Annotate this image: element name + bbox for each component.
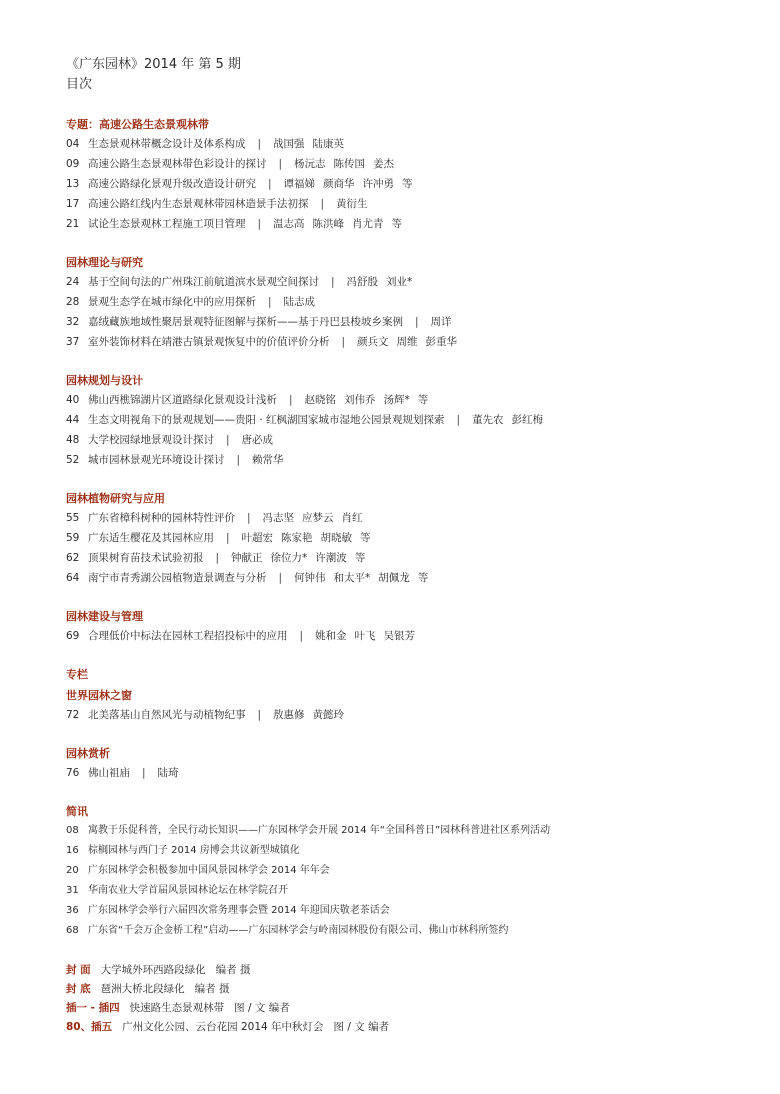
page-number: 55: [66, 512, 80, 524]
author-name: 黄懿玲: [312, 709, 345, 721]
page-number: 08: [66, 825, 79, 836]
table-of-contents: [66, 56, 756, 1037]
article-title: 城市园林景观光环境设计探讨: [88, 454, 225, 466]
toc-entry[interactable]: [66, 154, 756, 174]
toc-entry[interactable]: [66, 174, 756, 194]
toc-section: [66, 608, 756, 646]
author-name: 等: [402, 178, 413, 190]
author-name: 汤辉*: [383, 394, 410, 406]
author-name: 刘伟乔: [344, 394, 376, 406]
brief-text: 棕榈园林与西门子 2014 房博会共议新型城镇化: [88, 845, 300, 856]
separator: |: [278, 572, 283, 584]
author-name: 温志高: [273, 218, 305, 230]
author-name: 肖红: [341, 512, 363, 524]
author-name: 陈洪峰: [312, 218, 345, 230]
page-number: 32: [66, 316, 80, 328]
page-number: 13: [66, 178, 80, 190]
author-name: 唐必成: [241, 434, 274, 446]
toc-section: [66, 745, 756, 783]
page-number: 68: [66, 925, 79, 936]
toc-entry[interactable]: [66, 763, 756, 783]
separator: |: [247, 512, 251, 524]
article-title: 广东适生樱花及其园林应用: [88, 532, 214, 544]
separator: |: [257, 138, 262, 150]
briefs-section: [66, 803, 756, 941]
page-number: 24: [66, 276, 80, 288]
article-title: 高速公路红线内生态景观林带园林造景手法初探: [88, 198, 309, 210]
section-title: 园林建设与管理: [66, 610, 143, 623]
author-name: 陈家艳: [281, 532, 313, 544]
page-number: 21: [66, 218, 80, 230]
separator: |: [226, 434, 230, 446]
brief-text: 广东园林学会积极参加中国风景园林学会 2014 年年会: [88, 865, 330, 876]
article-title: 佛山祖庙: [88, 767, 130, 779]
separator: |: [456, 414, 461, 426]
page-number: 72: [66, 709, 80, 721]
author-name: 周详: [430, 316, 452, 328]
page-number: 40: [66, 394, 80, 406]
separator: |: [142, 767, 146, 779]
toc-entry[interactable]: [66, 312, 756, 332]
cover-text: 快速路生态景观林带: [129, 1002, 225, 1014]
toc-section: [66, 372, 756, 470]
toc-section: [66, 490, 756, 588]
author-name: 陆康英: [312, 138, 345, 150]
toc-entry[interactable]: [66, 134, 756, 154]
page-number: 59: [66, 532, 80, 544]
author-name: 胡佩龙: [378, 572, 410, 584]
brief-entry[interactable]: [66, 821, 756, 841]
cover-credit-line: [66, 999, 756, 1018]
separator: |: [236, 454, 241, 466]
author-name: 敖惠修: [273, 709, 305, 721]
brief-entry[interactable]: [66, 841, 756, 861]
page-number: 31: [66, 885, 79, 896]
author-name: 陆志成: [283, 296, 316, 308]
toc-entry[interactable]: [66, 548, 756, 568]
page-number: 52: [66, 454, 80, 466]
article-title: 北美落基山自然风光与动植物纪事: [88, 709, 246, 721]
brief-text: 寓教于乐促科普，全民行动长知识——广东园林学会开展 2014 年“全国科普日”园林科普进社区系列活动: [88, 825, 551, 836]
page-number: 17: [66, 198, 80, 210]
article-title: 合理低价中标法在园林工程招投标中的应用: [88, 630, 288, 642]
toc-entry[interactable]: [66, 626, 756, 646]
toc-entry[interactable]: [66, 430, 756, 450]
toc-entry[interactable]: [66, 528, 756, 548]
article-title: 广东省樟科树种的园林特性评价: [88, 512, 235, 524]
author-name: 和太平*: [333, 572, 371, 584]
toc-entry[interactable]: [66, 508, 756, 528]
author-name: 颜兵文: [357, 336, 389, 348]
cover-label: 封 底: [66, 983, 91, 995]
cover-text: 广州文化公园、云台花园 2014 年中秋灯会: [122, 1021, 324, 1033]
author-name: 叶飞: [354, 630, 376, 642]
author-name: 冯志坚: [262, 512, 295, 524]
author-name: 等: [354, 552, 366, 564]
author-name: 徐位力*: [270, 552, 308, 564]
author-name: 吴银芳: [383, 630, 416, 642]
cover-label: 插一 - 插四: [66, 1002, 120, 1014]
article-title: 生态文明视角下的景观规划——贵阳 · 红枫湖国家城市湿地公园景观规划探索: [88, 414, 445, 426]
article-title: 南宁市青秀湖公园植物造景调查与分析: [88, 572, 267, 584]
author-name: 赵晓铭: [304, 394, 337, 406]
toc-entry[interactable]: [66, 214, 756, 234]
column-sections: [66, 687, 756, 783]
cover-label: 80、插五: [66, 1021, 113, 1033]
toc-entry[interactable]: [66, 568, 756, 588]
section-title: 园林规划与设计: [66, 374, 143, 387]
separator: |: [341, 336, 346, 348]
author-name: 姜杰: [373, 158, 395, 170]
author-name: 肖尤青: [352, 218, 384, 230]
page-number: 28: [66, 296, 80, 308]
page-number: 69: [66, 630, 80, 642]
author-name: 彭红梅: [511, 414, 544, 426]
toc-section: [66, 687, 756, 725]
page-number: 09: [66, 158, 80, 170]
page-number: 62: [66, 552, 80, 564]
author-name: 战国强: [273, 138, 305, 150]
contents-heading: 目次: [66, 77, 93, 92]
brief-text: 华南农业大学首届风景园林论坛在林学院召开: [88, 885, 288, 896]
brief-text: 广东省“千会万企金桥工程”启动——广东园林学会与岭南园林股份有限公司、佛山市林科所签约: [88, 925, 509, 936]
author-name: 许冲勇: [362, 178, 395, 190]
cover-label: 封 面: [66, 964, 91, 976]
separator: |: [268, 296, 272, 308]
section-title: 园林赏析: [66, 747, 110, 760]
article-title: 试论生态景观林工程施工项目管理: [88, 218, 246, 230]
page-number: 36: [66, 905, 79, 916]
page-number: 76: [66, 767, 80, 779]
author-name: 谭福娣: [283, 178, 316, 190]
brief-entry[interactable]: [66, 861, 756, 881]
author-name: 许潮波: [315, 552, 347, 564]
cover-credit: 图 / 文 编者: [333, 1021, 390, 1033]
author-name: 姚和金: [315, 630, 347, 642]
toc-entry[interactable]: [66, 410, 756, 430]
article-title: 室外装饰材料在靖港古镇景观恢复中的价值评价分析: [88, 336, 330, 348]
article-title: 顶果树育苗技术试验初报: [88, 552, 204, 564]
toc-entry[interactable]: [66, 390, 756, 410]
column-block: [66, 666, 756, 783]
author-name: 钟献正: [231, 552, 263, 564]
separator: |: [299, 630, 304, 642]
column-label: 专栏: [66, 668, 88, 681]
separator: |: [415, 316, 419, 328]
article-title: 大学校园绿地景观设计探讨: [88, 434, 214, 446]
journal-issue-title: 《广东园林》2014 年 第 5 期: [66, 57, 241, 72]
separator: |: [268, 178, 272, 190]
author-name: 彭重华: [425, 336, 458, 348]
cover-credit: 编者 摄: [194, 983, 230, 995]
brief-entry[interactable]: [66, 881, 756, 901]
section-title: 专题：高速公路生态景观林带: [66, 118, 209, 131]
author-name: 叶超宏: [241, 532, 274, 544]
toc-entry[interactable]: [66, 194, 756, 214]
separator: |: [215, 552, 220, 564]
toc-entry[interactable]: [66, 450, 756, 470]
cover-text: 琶洲大桥北段绿化: [100, 983, 185, 995]
article-title: 高速公路生态景观林带色彩设计的探讨: [88, 158, 267, 170]
separator: |: [278, 158, 283, 170]
author-name: 刘业*: [386, 276, 413, 288]
author-name: 应梦云: [302, 512, 334, 524]
author-name: 陈传国: [333, 158, 366, 170]
article-title: 景观生态学在城市绿化中的应用探析: [88, 296, 256, 308]
article-title: 生态景观林带概念设计及体系构成: [88, 138, 246, 150]
author-name: 颜商华: [323, 178, 355, 190]
toc-entry[interactable]: [66, 272, 756, 292]
author-name: 黄衍生: [336, 198, 368, 210]
page-number: 37: [66, 336, 80, 348]
article-title: 佛山西樵锦湖片区道路绿化景观设计浅析: [88, 394, 277, 406]
article-title: 嘉绒藏族地域性聚居景观特征图解与探析——基于丹巴县梭坡乡案例: [88, 316, 403, 328]
toc-entry[interactable]: [66, 705, 756, 725]
separator: |: [257, 218, 262, 230]
toc-section: [66, 254, 756, 352]
separator: |: [331, 276, 335, 288]
article-title: 高速公路绿化景观升级改造设计研究: [88, 178, 256, 190]
section-title: 园林植物研究与应用: [66, 492, 165, 505]
toc-entry[interactable]: [66, 292, 756, 312]
cover-credits: [66, 961, 756, 1037]
author-name: 等: [391, 218, 403, 230]
main-sections: [66, 116, 756, 646]
author-name: 等: [417, 394, 429, 406]
author-name: 胡晓敏: [320, 532, 353, 544]
author-name: 杨沅志: [294, 158, 326, 170]
separator: |: [289, 394, 293, 406]
author-name: 等: [360, 532, 371, 544]
brief-text: 广东园林学会举行六届四次常务理事会暨 2014 年迎国庆敬老茶话会: [88, 905, 390, 916]
brief-entry[interactable]: [66, 921, 756, 941]
page-number: 16: [66, 845, 79, 856]
page-number: 20: [66, 865, 79, 876]
separator: |: [226, 532, 230, 544]
cover-credit: 编者 摄: [215, 964, 251, 976]
page-number: 48: [66, 434, 80, 446]
author-name: 董先农: [472, 414, 504, 426]
author-name: 周维: [396, 336, 418, 348]
cover-credit-line: [66, 961, 756, 980]
page-number: 04: [66, 138, 80, 150]
cover-credit: 图 / 文 编者: [234, 1002, 290, 1014]
briefs-list: [66, 821, 756, 941]
toc-section: [66, 116, 756, 234]
separator: |: [257, 709, 262, 721]
page-number: 44: [66, 414, 80, 426]
section-title: 园林理论与研究: [66, 256, 143, 269]
cover-credit-line: [66, 980, 756, 999]
author-name: 冯舒殷: [346, 276, 379, 288]
author-name: 何钟伟: [294, 572, 326, 584]
briefs-title: 简讯: [66, 805, 88, 818]
separator: |: [320, 198, 325, 210]
brief-entry[interactable]: [66, 901, 756, 921]
toc-entry[interactable]: [66, 332, 756, 352]
author-name: 等: [417, 572, 429, 584]
author-name: 赖常华: [252, 454, 284, 466]
page-number: 64: [66, 572, 80, 584]
cover-credit-line: [66, 1018, 756, 1037]
section-title: 世界园林之窗: [66, 689, 132, 702]
author-name: 陆琦: [157, 767, 179, 779]
article-title: 基于空间句法的广州珠江前航道滨水景观空间探讨: [88, 276, 319, 288]
cover-text: 大学城外环西路段绿化: [100, 964, 206, 976]
